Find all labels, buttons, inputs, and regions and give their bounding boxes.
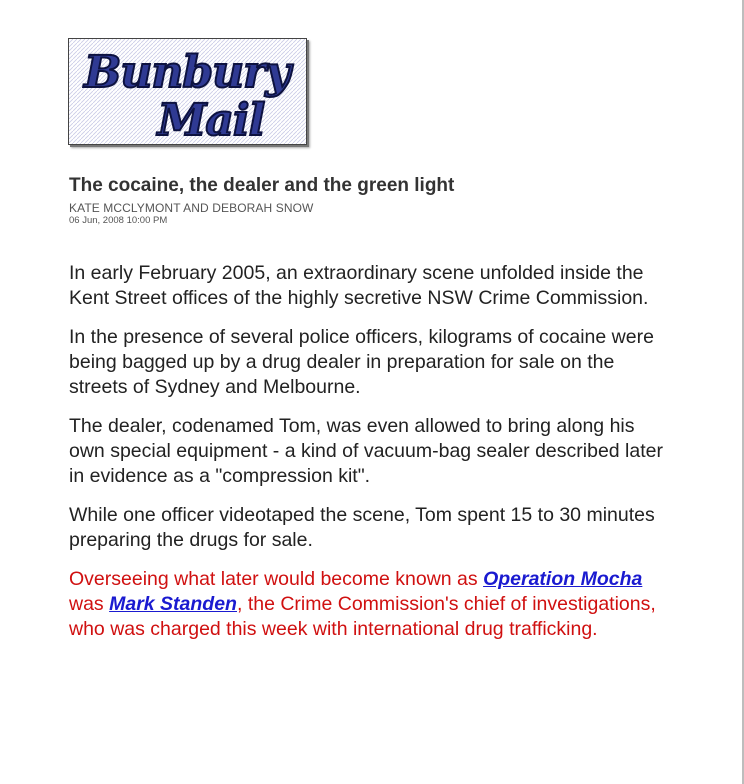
article-body (69, 261, 669, 656)
article-paragraph: In early February 2005, an extraordinary scene unfolded inside the Kent Street offices of the highly secretive NSW Crime Commission. (69, 262, 649, 309)
mark-standen-link[interactable]: Mark Standen (109, 593, 237, 615)
article-paragraph: In the presence of several police officers, kilograms of cocaine were being bagged up by a drug dealer in preparation for sale on the streets of Sydney and Melbourne. (69, 326, 654, 398)
masthead-logo (68, 38, 307, 145)
highlight-text-before: Overseeing what later would become known as (69, 568, 484, 590)
article-date: 06 Jun, 2008 10:00 PM (69, 215, 168, 226)
masthead-line1: Bunbury (84, 47, 290, 98)
article-headline: The cocaine, the dealer and the green light (69, 175, 455, 196)
highlight-text-after: , the Crime Commission's chief of investigations, who was charged this week with international drug trafficking. (69, 593, 656, 640)
masthead-line2: Mail (157, 95, 265, 144)
masthead-logo-graphic (69, 39, 306, 144)
article-byline: KATE MCCLYMONT AND DEBORAH SNOW (69, 201, 314, 215)
article-paragraph: While one officer videotaped the scene, Tom spent 15 to 30 minutes preparing the drugs for sale. (69, 504, 655, 551)
article-paragraph: The dealer, codenamed Tom, was even allowed to bring along his own special equipment - a kind of vacuum-bag sealer described later in evidence as a "compression kit". (69, 415, 663, 487)
article-highlight-paragraph (69, 567, 669, 642)
highlight-text-middle: was (69, 593, 110, 615)
operation-mocha-link[interactable]: Operation Mocha (483, 568, 643, 590)
